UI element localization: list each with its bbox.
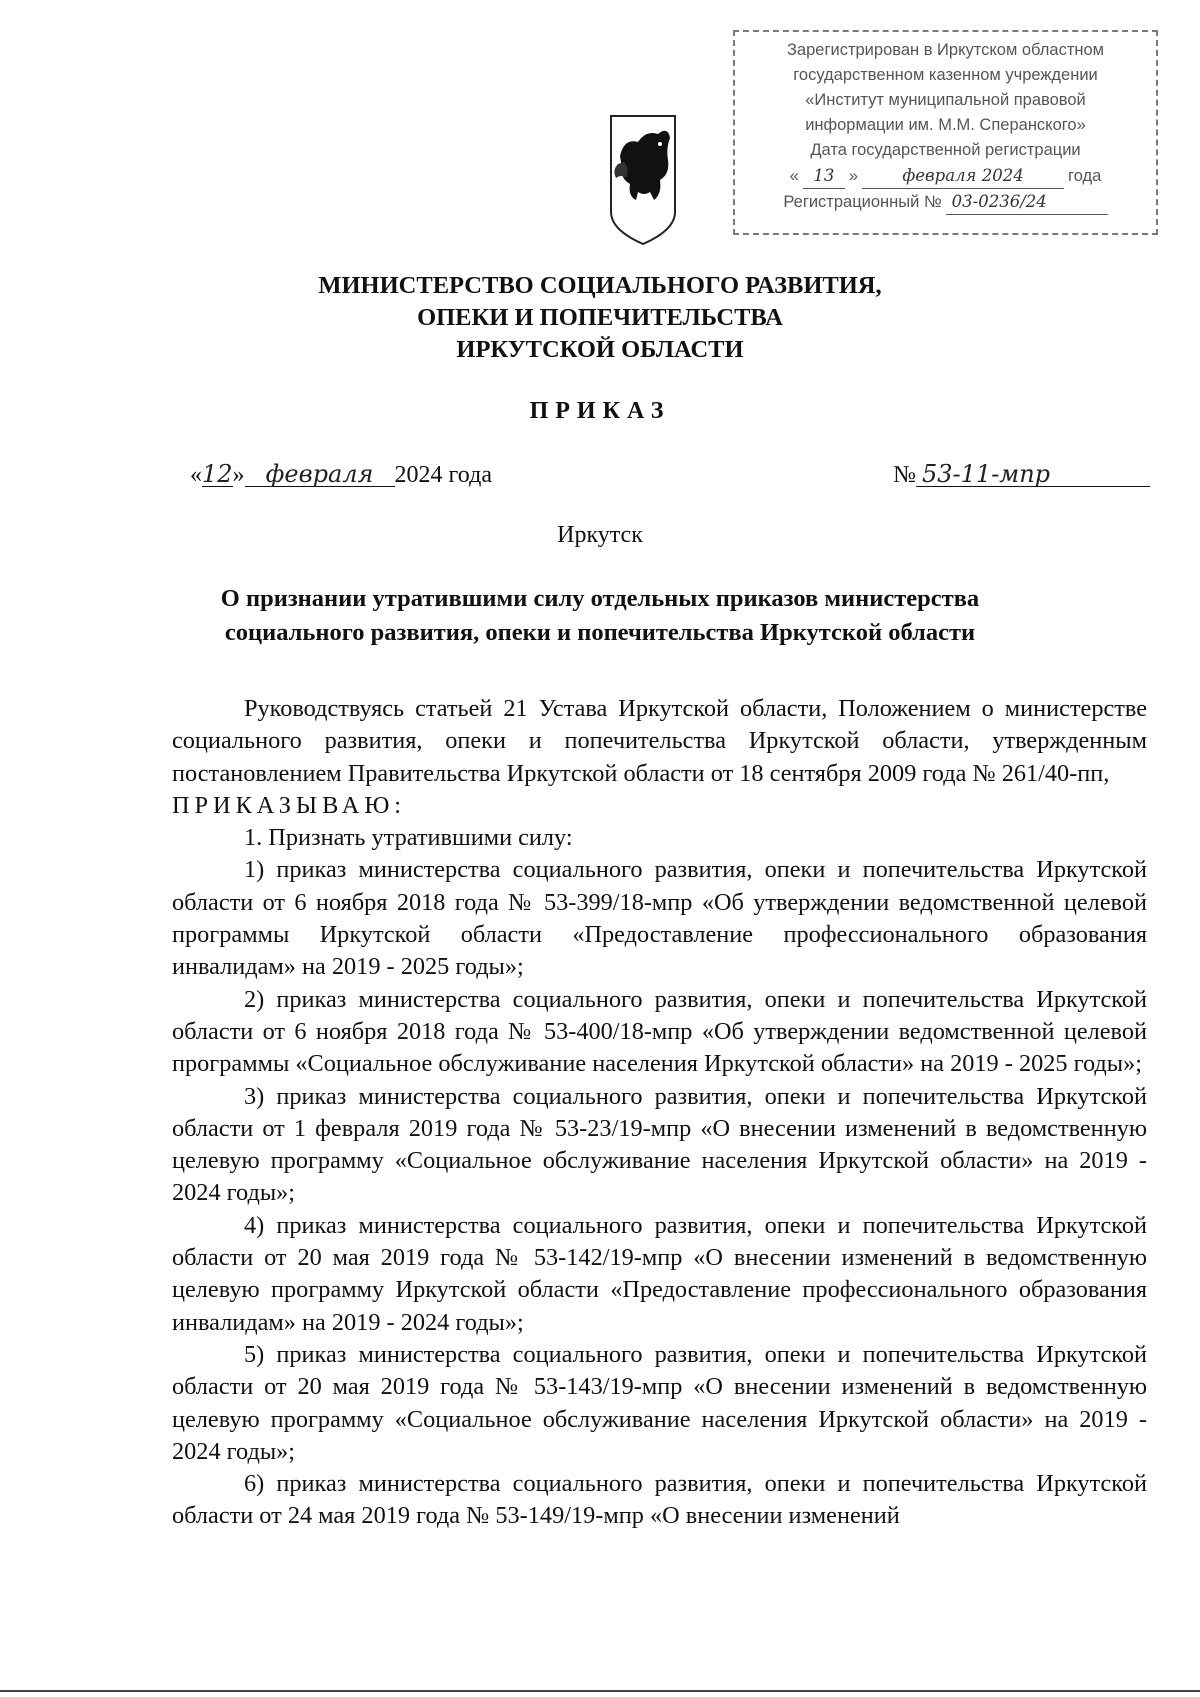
ministry-line: ОПЕКИ И ПОПЕЧИТЕЛЬСТВА — [417, 304, 783, 331]
city: Иркутск — [557, 522, 643, 548]
order-number-value: 53-11-мпр — [916, 462, 1150, 487]
document-body — [172, 693, 1147, 1533]
body-paragraph: 3) приказ министерства социального развития, опеки и попечительства Иркутской области от 1 февраля 2019 года № 53-23/19-мпр «О внесении изменений в ведомственную целевую программу «Социальное обслуживание населения Иркутской области» на 2019 - 2024 годы»; — [172, 1082, 1147, 1207]
order-number-label: № — [893, 462, 916, 488]
stamp-day: 13 — [803, 163, 845, 189]
body-paragraph: 1) приказ министерства социального развития, опеки и попечительства Иркутской области от 6 ноября 2018 года № 53-399/18-мпр «Об утверждении ведомственной целевой программы Иркутской области «Предоставление профессионального образования инвалидам» на 2019 - 2025 годы»; — [172, 856, 1147, 981]
stamp-line: информации им. М.М. Сперанского» — [805, 116, 1086, 134]
order-date — [190, 462, 492, 489]
stamp-line: государственном казенном учреждении — [793, 66, 1098, 84]
coat-of-arms-icon — [608, 108, 678, 246]
title-line: социального развития, опеки и попечительства Иркутской области — [224, 619, 976, 646]
title-line: О признании утратившими силу отдельных приказов министерства — [220, 585, 980, 612]
body-paragraph: 2) приказ министерства социального развития, опеки и попечительства Иркутской области от 6 ноября 2018 года № 53-400/18-мпр «Об утверждении ведомственной целевой программы «Социальное обслуживание населения Иркутской области» на 2019 - 2025 годы»; — [172, 985, 1147, 1078]
stamp-year-suffix: года — [1068, 167, 1102, 185]
body-paragraph: 6) приказ министерства социального развития, опеки и попечительства Иркутской области от 24 мая 2019 года № 53-149/19-мпр «О внесении изменений — [172, 1470, 1147, 1530]
stamp-reg-number: 03-0236/24 — [946, 189, 1108, 215]
stamp-line: Зарегистрирован в Иркутском областном — [786, 41, 1105, 59]
stamp-month-year: февраля 2024 — [862, 163, 1064, 189]
body-paragraph: Руководствуясь статьей 21 Устава Иркутской области, Положением о министерстве социального развития, опеки и попечительства Иркутской области, утвержденным постановлением Правительства Иркутской области от 18 сентября 2009 года № 261/40-пп, — [172, 695, 1147, 787]
body-paragraph: 5) приказ министерства социального развития, опеки и попечительства Иркутской области от 20 мая 2019 года № 53-143/19-мпр «О внесении изменений в ведомственную целевую программу «Социальное обслуживание населения Иркутской области» на 2019 - 2024 годы»; — [172, 1340, 1147, 1465]
stamp-reg-label: Регистрационный № — [783, 193, 942, 211]
stamp-date-line — [735, 163, 1156, 189]
order-number — [893, 462, 1150, 489]
order-quote-open: « — [190, 462, 202, 488]
body-paragraph: 1. Признать утратившими силу: — [244, 824, 573, 852]
order-date-number-row — [190, 462, 1150, 496]
order-directive: ПРИКАЗЫВАЮ: — [172, 791, 407, 819]
page-bottom-rule — [0, 1690, 1200, 1692]
order-quote-close: » — [232, 462, 245, 488]
ministry-header — [0, 270, 1200, 366]
stamp-line: «Институт муниципальной правовой — [805, 91, 1086, 109]
order-year: 2024 года — [394, 462, 492, 488]
ministry-line: МИНИСТЕРСТВО СОЦИАЛЬНОГО РАЗВИТИЯ, — [318, 272, 882, 299]
document-title — [0, 582, 1200, 650]
stamp-quote-open: « — [789, 167, 799, 185]
ministry-line: ИРКУТСКОЙ ОБЛАСТИ — [456, 336, 744, 363]
stamp-line: Дата государственной регистрации — [810, 141, 1081, 159]
stamp-quote-close: » — [848, 167, 859, 185]
document-type: ПРИКАЗ — [529, 398, 671, 424]
body-paragraph: 4) приказ министерства социального развития, опеки и попечительства Иркутской области от 20 мая 2019 года № 53-142/19-мпр «О внесении изменений в ведомственную целевую программу Иркутской области «Предоставление профессионального образования инвалидам» на 2019 - 2024 годы»; — [172, 1211, 1147, 1336]
registration-stamp — [733, 30, 1158, 235]
order-month: февраля — [245, 462, 395, 487]
stamp-reg-line — [735, 189, 1156, 215]
order-day: 12 — [202, 460, 233, 488]
